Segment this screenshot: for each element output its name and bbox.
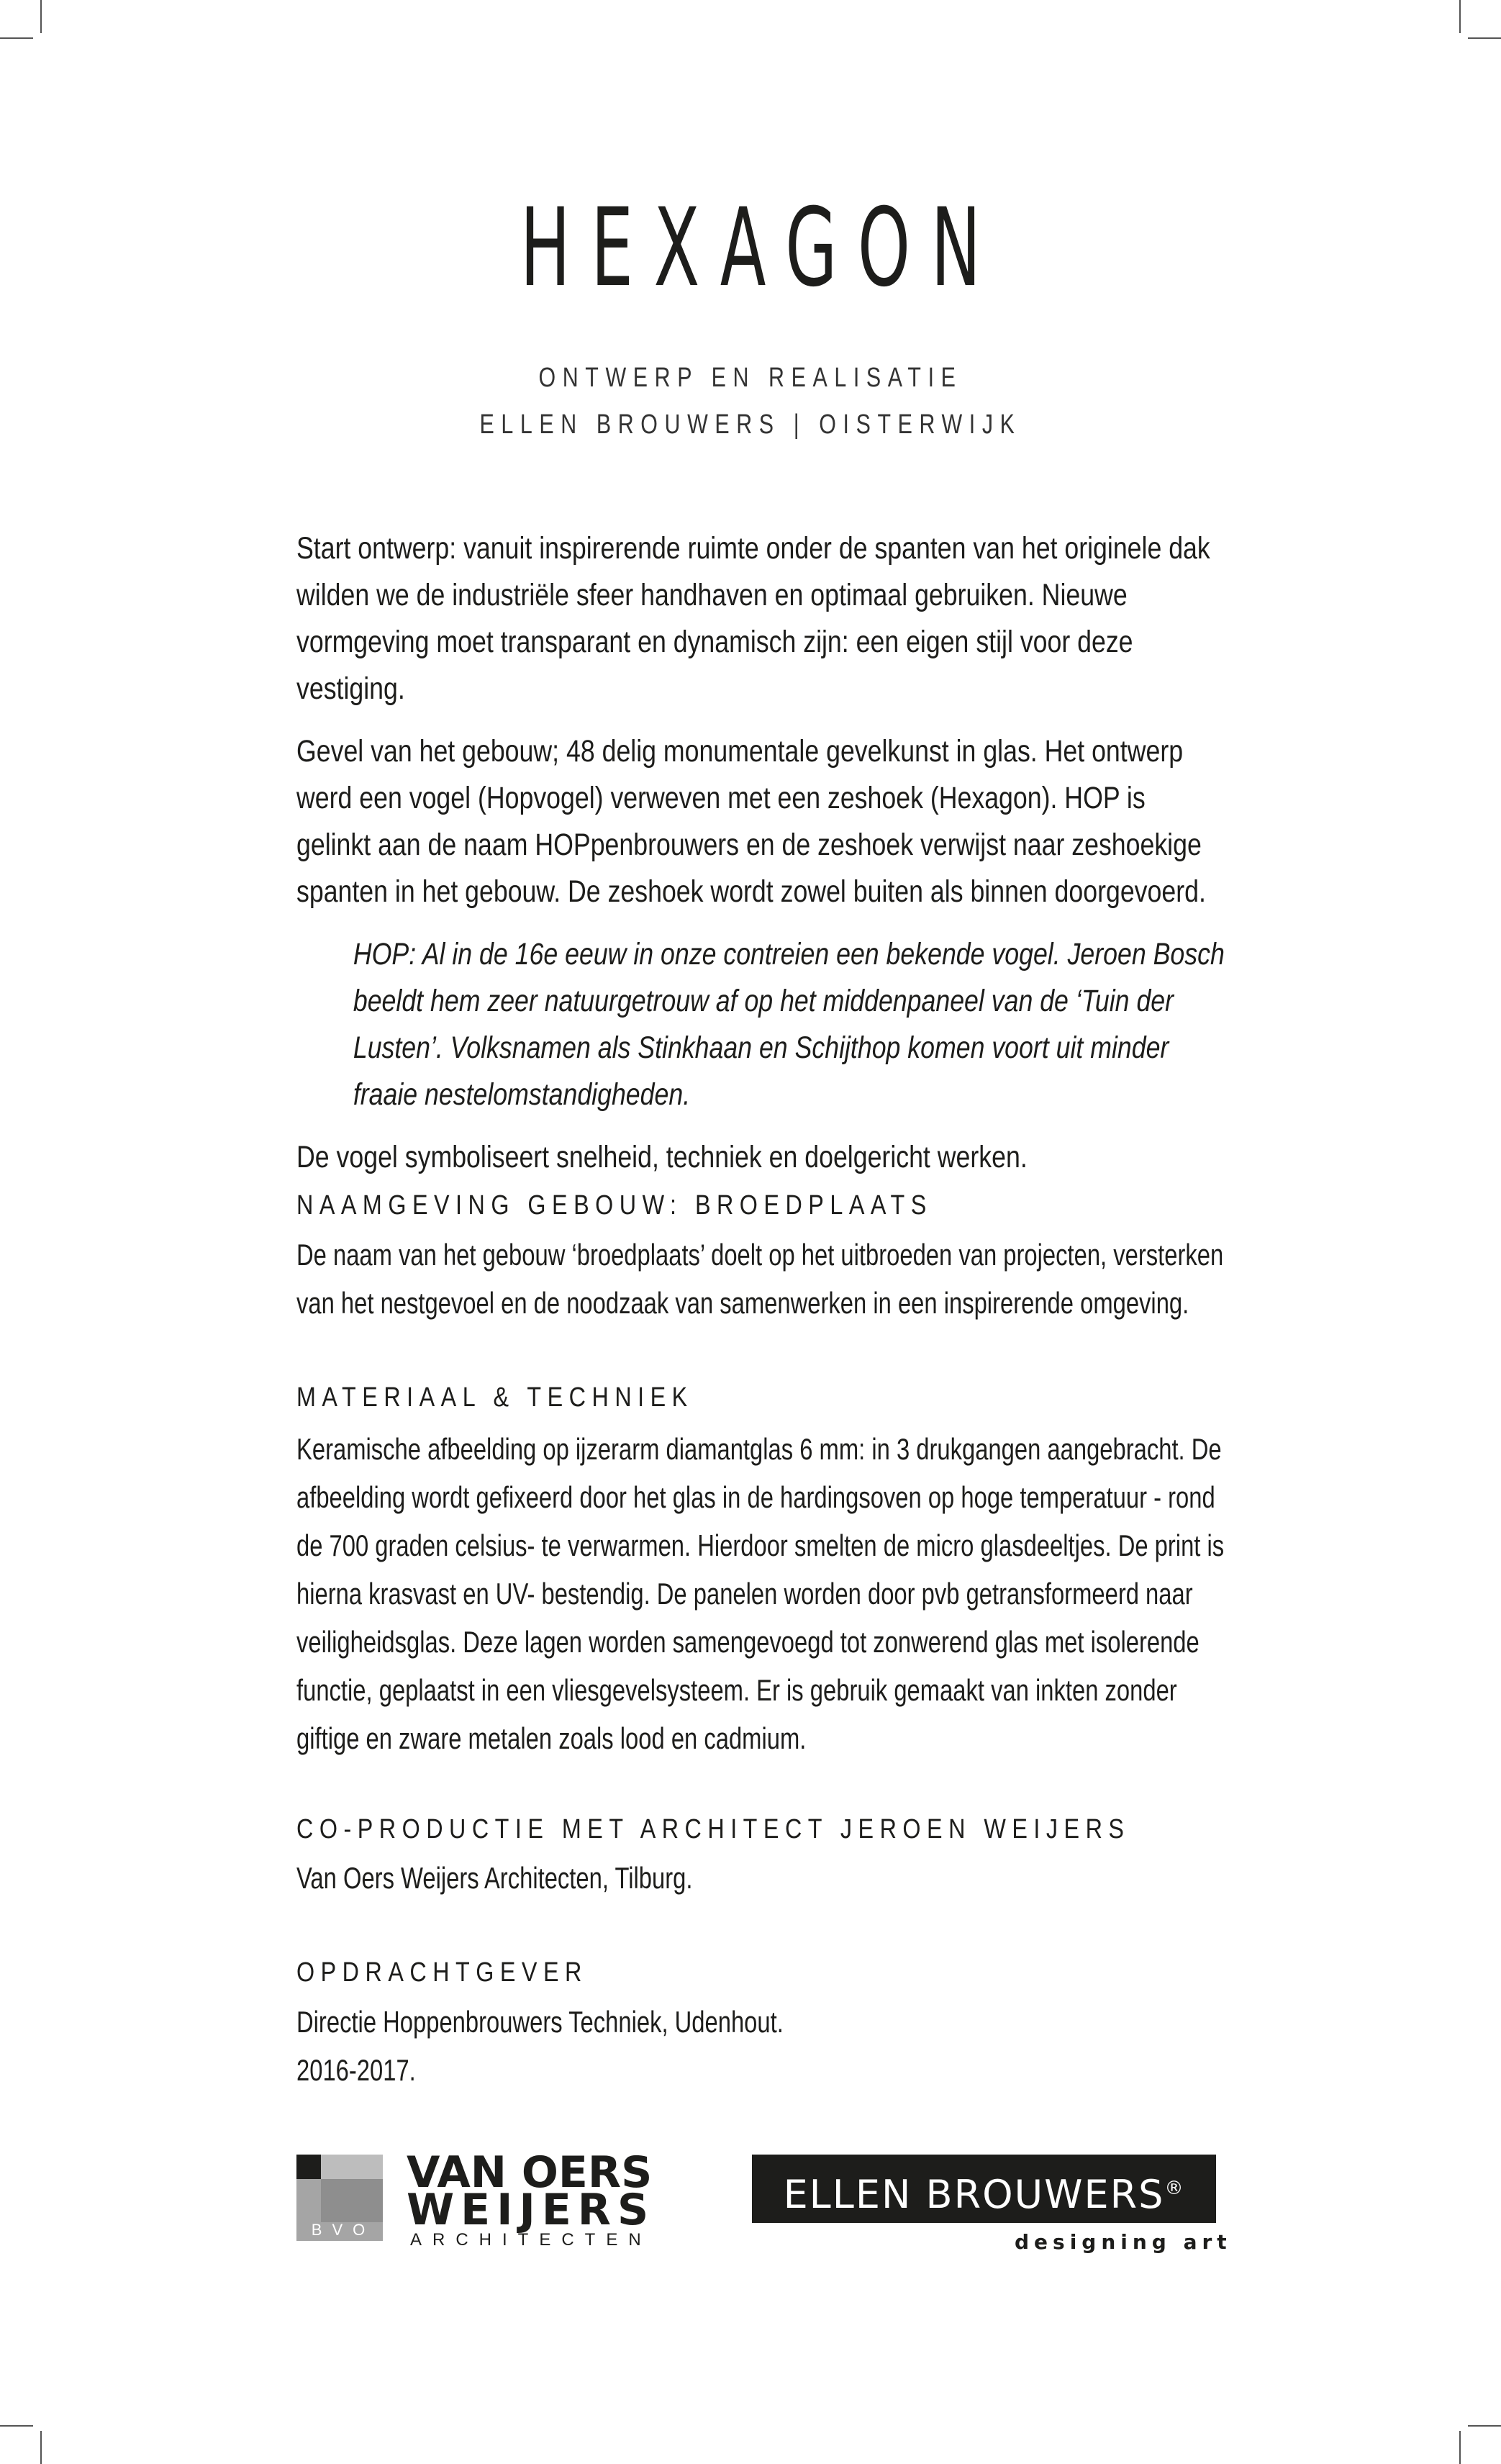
ellen-brouwers-logo: [752, 2155, 1216, 2223]
heading-coproductie: CO-PRODUCTIE MET ARCHITECT JEROEN WEIJERS: [296, 1814, 1130, 1844]
opdrachtgever-section: [296, 1998, 1225, 2094]
ellen-brouwers-logo-name: ELLEN BROUWERS: [783, 2172, 1165, 2217]
page-title: HEXAGON: [520, 186, 1002, 311]
intro-paragraph-2: Gevel van het gebouw; 48 delig monumentale gevelkunst in glas. Het ontwerp werd een vogel (Hopvogel) verweven met een zeshoek (Hexagon). HOP is gelinkt aan de naam HOPpenbrouwers en de zeshoek verwijst naar zeshoekige spanten in het gebouw. De zeshoek wordt zowel buiten als binnen doorgevoerd.: [296, 734, 1206, 909]
vow-logo-line-2: WEIJERS: [407, 2185, 656, 2235]
vow-logo-line-1: VAN OERS: [407, 2147, 653, 2198]
crop-mark: [0, 37, 33, 39]
heading-materiaal: MATERIAAL & TECHNIEK: [296, 1382, 694, 1413]
bvo-logo-block: [296, 2155, 321, 2179]
registered-mark: ®: [1164, 2178, 1185, 2199]
hop-quote: HOP: Al in de 16e eeuw in onze contreien een bekende vogel. Jeroen Bosch beeldt hem zeer natuurgetrouw af op het middenpaneel van de ‘Tuin der Lusten’. Volksnamen als Stinkhaan en Schijthop komen voort uit minder fraaie nestelomstandigheden.: [353, 937, 1225, 1112]
bvo-logo-text: BVO: [311, 2221, 376, 2239]
ellen-brouwers-tagline: designing art: [1015, 2230, 1232, 2254]
subtitle-line-1: ONTWERP EN REALISATIE: [538, 363, 963, 393]
naamgeving-section: [296, 1231, 1225, 1327]
crop-mark: [1468, 2425, 1501, 2427]
heading-naamgeving: NAAMGEVING GEBOUW: BROEDPLAATS: [296, 1190, 933, 1220]
coproductie-section: [296, 1854, 1225, 1902]
bvo-logo: [296, 2155, 383, 2241]
bvo-logo-block: [321, 2179, 383, 2222]
crop-mark: [1459, 0, 1461, 33]
opdrachtgever-line-1: Directie Hoppenbrouwers Techniek, Udenhout.: [296, 2005, 784, 2039]
crop-mark: [0, 2425, 33, 2427]
crop-mark: [40, 2431, 42, 2464]
materiaal-text: Keramische afbeelding op ijzerarm diamantglas 6 mm: in 3 drukgangen aangebracht. De afbeelding wordt gefixeerd door het glas in de hardingsoven op hoge temperatuur - rond de 700 graden celsius- te verwarmen. Hierdoor smelten de micro glasdeeltjes. De print is hierna krasvast en UV- bestendig. De panelen worden door pvb getransformeerd naar veiligheidsglas. Deze lagen worden samengevoegd tot zonwerend glas met isolerende functie, geplaatst in een vliesgevelsysteem. Er is gebruik gemaakt van inkten zonder giftige en zware metalen zoals lood en cadmium.: [296, 1432, 1225, 1755]
heading-opdrachtgever: OPDRACHTGEVER: [296, 1957, 588, 1988]
subtitle-line-2: ELLEN BROUWERS | OISTERWIJK: [479, 409, 1022, 440]
crop-mark: [1459, 2431, 1461, 2464]
opdrachtgever-line-2: 2016-2017.: [296, 2053, 416, 2087]
intro-paragraph-1: Start ontwerp: vanuit inspirerende ruimte onder de spanten van het originele dak wilden we de industriële sfeer handhaven en optimaal gebruiken. Nieuwe vormgeving moet transparant en dynamisch zijn: een eigen stijl voor deze vestiging.: [296, 531, 1210, 706]
crop-mark: [1468, 37, 1501, 39]
naamgeving-text: De naam van het gebouw ‘broedplaats’ doelt op het uitbroeden van projecten, versterken van het nestgevoel en de noodzaak van samenwerken in een inspirerende omgeving.: [296, 1238, 1224, 1320]
intro-section: [296, 525, 1225, 1181]
intro-paragraph-3: De vogel symboliseert snelheid, techniek en doelgericht werken.: [296, 1140, 1028, 1174]
vow-logo-subtitle: ARCHITECTEN: [410, 2230, 652, 2250]
crop-mark: [40, 0, 42, 33]
bvo-logo-block: [321, 2155, 383, 2179]
materiaal-section: [296, 1425, 1225, 1762]
coproductie-text: Van Oers Weijers Architecten, Tilburg.: [296, 1861, 693, 1895]
